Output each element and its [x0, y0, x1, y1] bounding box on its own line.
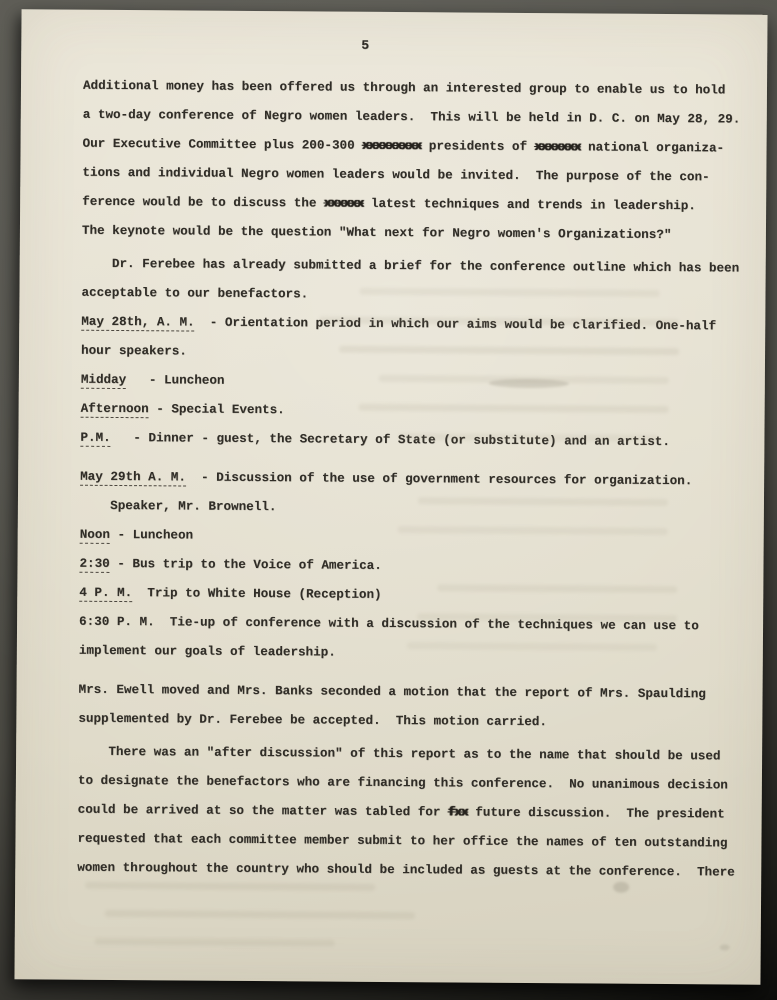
document-page	[14, 9, 767, 984]
text-segment: latest techniques and trends in leadership.	[363, 196, 696, 214]
overstruck-word: xxxxxxx	[534, 140, 581, 155]
document-lines	[77, 72, 755, 888]
underlined-heading: 2:30	[79, 556, 110, 571]
text-segment: implement our goals of leadership.	[78, 643, 336, 660]
text-segment: - Orientation period in which our aims would be clarified. One-half	[194, 315, 717, 334]
text-segment: There was an "after discussion" of this report as to the name that should be used	[78, 744, 721, 764]
text-segment: future discussion. The president	[467, 805, 725, 822]
text-segment: requested that each committee member submit to her office the names of ten outstanding	[77, 831, 728, 851]
text-line	[82, 217, 754, 251]
ink-speck	[613, 882, 629, 893]
text-segment: national organiza-	[580, 140, 725, 156]
text-segment: Our Executive Committee plus 200-300	[82, 136, 363, 153]
text-segment: - Luncheon	[126, 373, 225, 388]
overstruck-word: xxxxxx	[323, 196, 364, 211]
underlined-heading: May 29th A. M.	[80, 469, 187, 485]
bleedthrough-smudge	[95, 938, 335, 947]
text-segment: Trip to White House (Reception)	[132, 586, 382, 602]
underlined-heading: Noon	[79, 527, 111, 542]
page-number: 5	[361, 37, 370, 53]
text-segment: could be arrived at so the matter was tabled for	[77, 802, 449, 820]
text-segment: a two-day conference of Negro women leaders. This will be held in D. C. on May 28, 29.	[82, 107, 741, 127]
text-segment: acceptable to our benefactors.	[81, 285, 309, 302]
text-segment: presidents of	[421, 139, 535, 155]
ink-speck	[720, 944, 730, 950]
text-segment: women throughout the country who should be included as guests at the conference. There	[77, 860, 735, 880]
text-segment: to designate the benefactors who are financing this conference. No unanimous decision	[77, 773, 728, 793]
bleedthrough-smudge	[85, 882, 375, 891]
text-segment: tions and individual Negro women leaders would be invited. The purpose of the con-	[82, 165, 710, 185]
overstruck-word: fxx	[447, 805, 468, 820]
bleedthrough-smudge	[105, 910, 415, 919]
underlined-heading: Afternoon	[80, 401, 149, 417]
text-segment: 6:30 P. M. Tie-up of conference with a discussion of the techniques we can use to	[79, 614, 699, 634]
text-segment: - Dinner - guest, the Secretary of State (or substitute) and an artist.	[110, 430, 670, 450]
text-segment: The keynote would be the question "What next for Negro women's Organizations?"	[81, 223, 672, 243]
underlined-heading: Midday	[80, 372, 127, 388]
text-segment: - Discussion of the use of government resources for organization.	[185, 470, 693, 489]
text-segment: ference would be to discuss the	[82, 194, 325, 211]
text-segment: Dr. Ferebee has already submitted a brief for the conference outline which has been	[81, 256, 740, 276]
text-segment: Mrs. Ewell moved and Mrs. Banks seconded a motion that the report of Mrs. Spaulding	[78, 682, 706, 702]
text-segment: hour speakers.	[81, 343, 187, 359]
underlined-heading: May 28th, A. M.	[81, 314, 195, 330]
overstruck-word: xxxxxxxxx	[362, 138, 422, 154]
text-segment: supplemented by Dr. Ferebee be accepted. This motion carried.	[78, 711, 547, 730]
text-segment: - Luncheon	[109, 527, 194, 543]
text-segment: Additional money has been offered us through an interested group to enable us to hold	[82, 78, 726, 98]
underlined-heading: P.M.	[80, 430, 111, 445]
text-line	[78, 705, 750, 739]
underlined-heading: 4 P. M.	[79, 585, 133, 601]
text-segment: - Special Events.	[148, 402, 285, 418]
text-segment: Speaker, Mr. Brownell.	[79, 498, 277, 515]
text-segment: - Bus trip to the Voice of America.	[109, 556, 382, 573]
